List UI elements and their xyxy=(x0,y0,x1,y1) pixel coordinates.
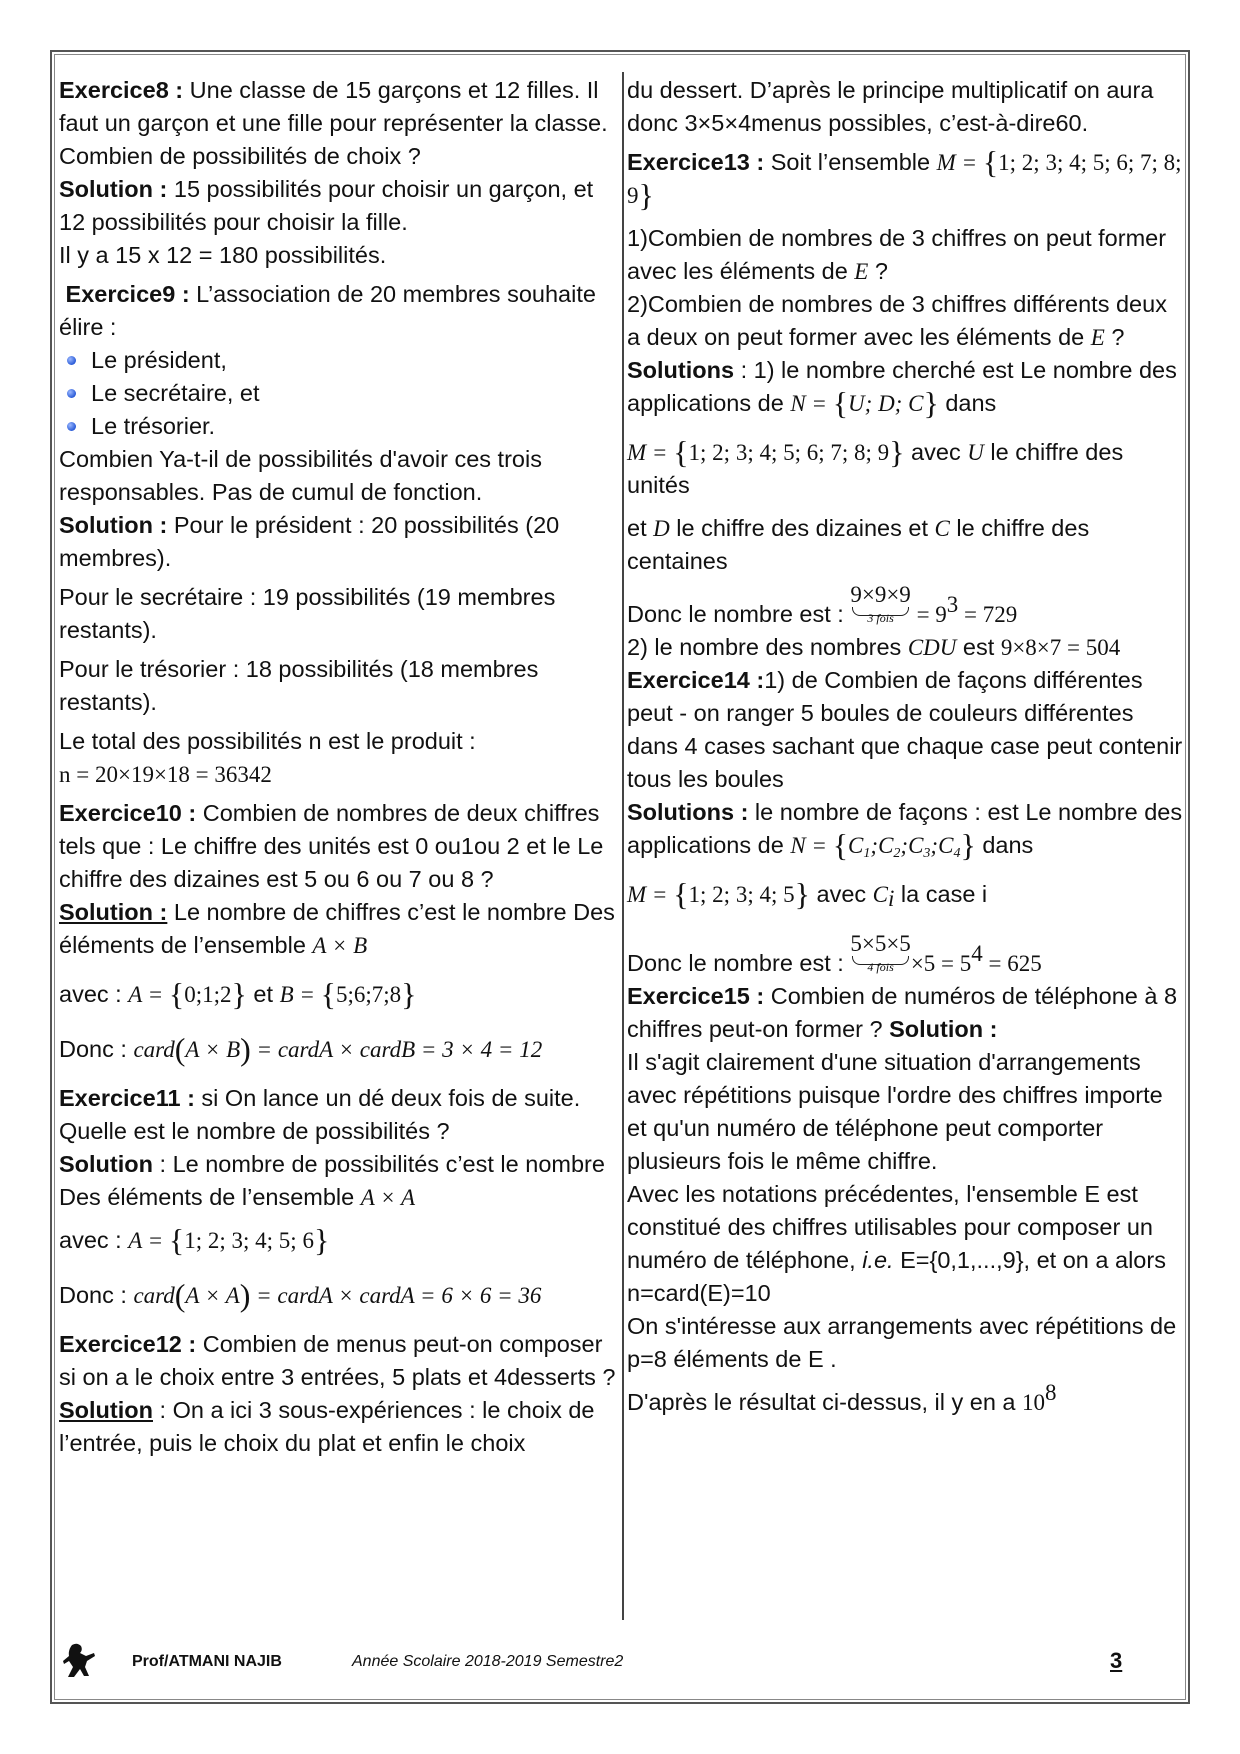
author: Prof/ATMANI NAJIB xyxy=(132,1653,282,1670)
exercise-12-solution: Solution : On a ici 3 sous-expériences : le choix de l’entrée, puis le choix du plat et enfin le choix xyxy=(59,1397,595,1456)
exercise-15-p3: On s'intéresse aux arrangements avec répétitions de p=8 éléments de E . xyxy=(627,1313,1177,1372)
exercise-15-p4: D'après le résultat ci-dessus, il y en a $10^8$ xyxy=(627,1380,1057,1415)
exercise-10-card: Donc : card(A × B) = cardA × cardB = 3 × 4 = 12 xyxy=(59,1031,543,1067)
exercise-15: Exercice15 : Combien de numéros de téléphone à 8 chiffres peut-on former ? Solution : xyxy=(627,983,1178,1042)
list-item: Le secrétaire, et xyxy=(59,377,617,410)
silhouette-logo xyxy=(62,1641,98,1679)
exercise-14-solution: Solutions : le nombre de façons : est Le nombre des applications de $N = \{C_1;C_2;C_3;C_4\}$ dans xyxy=(627,799,1183,863)
exercise-13-answer2: 2) le nombre des nombres CDU est 9×8×7 = 504 xyxy=(627,634,1121,660)
exercise-15-p1: Il s'agit clairement d'une situation d'arrangements avec répétitions puisque l'ordre des chiffres importe et qu'un numéro de téléphone peut comporter plusieurs fois le même chiffre. xyxy=(627,1049,1163,1174)
exercise-13: Exercice13 : Soit l’ensemble M = {1; 2; 3; 4; 5; 6; 7; 8; 9} xyxy=(627,144,1182,213)
exercise-8-result: Il y a 15 x 12 = 180 possibilités. xyxy=(59,242,387,268)
exercise-11-solution: Solution : Le nombre de possibilités c’est le nombre Des éléments de l’ensemble A × A xyxy=(59,1151,605,1210)
exercise-9-list xyxy=(59,344,617,443)
exercise-11-set: avec : A = {1; 2; 3; 4; 5; 6} xyxy=(59,1222,330,1258)
list-item: Le trésorier. xyxy=(59,410,617,443)
exercise-10: Exercice10 : Combien de nombres de deux chiffres tels que : Le chiffre des unités est 0 ou1ou 2 et le Le chiffre des dizaines est 5 ou 6 ou 7 ou 8 ? xyxy=(59,800,604,892)
exercise-14: Exercice14 :1) de Combien de façons différentes peut - on ranger 5 boules de couleurs différentes dans 4 cases sachant que chaque case peut contenir tous les boules xyxy=(627,667,1183,792)
exercise-13-set-m: M = {1; 2; 3; 4; 5; 6; 7; 8; 9} avec U le chiffre des unités xyxy=(627,434,1124,498)
right-column xyxy=(627,74,1185,1419)
exercise-10-sets: avec : A = {0;1;2} et B = {5;6;7;8} xyxy=(59,976,417,1012)
exercise-9: Exercice9 : L’association de 20 membres souhaite élire : xyxy=(59,281,596,340)
exercise-9-question: Combien Ya-t-il de possibilités d'avoir ces trois responsables. Pas de cumul de fonction. xyxy=(59,446,542,505)
exercise-8-solution: Solution : 15 possibilités pour choisir un garçon, et 12 possibilités pour choisir la fille. xyxy=(59,176,594,235)
exercise-13-digits: et D le chiffre des dizaines et C le chiffre des centaines xyxy=(627,515,1090,574)
exercise-8: Exercice8 : Une classe de 15 garçons et 12 filles. Il faut un garçon et une fille pour représenter la classe. xyxy=(59,77,608,136)
exercise-9-solution: Solution : Pour le président : 20 possibilités (20 membres). xyxy=(59,512,560,571)
exercise-14-set-m: M = {1; 2; 3; 4; 5} avec $C_i$ la case i xyxy=(627,876,988,912)
page-number: 3 xyxy=(1110,1648,1123,1673)
exercise-12: Exercice12 : Combien de menus peut-on composer si on a le choix entre 3 entrées, 5 plats et 4desserts ? xyxy=(59,1331,616,1390)
left-column xyxy=(59,74,617,1460)
exercise-9-sol-total: Le total des possibilités n est le produit : xyxy=(59,728,476,754)
exercise-13-answer1: Donc le nombre est : 9×9×9 3 fois = $9^3 = 729$ xyxy=(627,578,1185,631)
exercise-15-p2: Avec les notations précédentes, l'ensemble E est constitué des chiffres utilisables pour composer un numéro de téléphone, i.e. E={0,1,...,9}, et on a alors n=card(E)=10 xyxy=(627,1181,1166,1306)
exercise-13-q1: 1)Combien de nombres de 3 chiffres on peut former avec les éléments de E ? xyxy=(627,225,1167,284)
exercise-9-sol-treasurer: Pour le trésorier : 18 possibilités (18 membres restants). xyxy=(59,656,539,715)
exercise-14-answer: Donc le nombre est : 5×5×5 4 fois $\times 5 = 5^4 = 625$ xyxy=(627,927,1185,980)
exercise-11-card: Donc : card(A × A) = cardA × cardA = 6 × 6 = 36 xyxy=(59,1277,542,1313)
exercise-9-sol-secretary: Pour le secrétaire : 19 possibilités (19 membres restants). xyxy=(59,584,556,643)
exercise-8-question: Combien de possibilités de choix ? xyxy=(59,143,421,169)
school-year: Année Scolaire 2018-2019 Semestre2 xyxy=(352,1653,624,1670)
list-item: Le président, xyxy=(59,344,617,377)
exercise-11: Exercice11 : si On lance un dé deux fois de suite. Quelle est le nombre de possibilités ? xyxy=(59,1085,581,1144)
column-divider xyxy=(622,72,624,1620)
underbrace: 9×9×9 3 fois xyxy=(850,582,911,625)
underbrace: 5×5×5 4 fois xyxy=(850,931,911,974)
exercise-9-formula: n = 20×19×18 = 36342 xyxy=(59,762,272,787)
exercise-13-solution: Solutions : 1) le nombre cherché est Le nombre des applications de N = {U; D; C} dans xyxy=(627,357,1177,421)
exercise-10-solution: Solution : Le nombre de chiffres c’est le nombre Des éléments de l’ensemble A × B xyxy=(59,899,615,958)
exercise-13-q2: 2)Combien de nombres de 3 chiffres différents deux a deux on peut former avec les éléments de E ? xyxy=(627,291,1167,350)
exercise-12-continued: du dessert. D’après le principe multiplicatif on aura donc 3×5×4menus possibles, c’est-à-dire60. xyxy=(627,77,1154,136)
